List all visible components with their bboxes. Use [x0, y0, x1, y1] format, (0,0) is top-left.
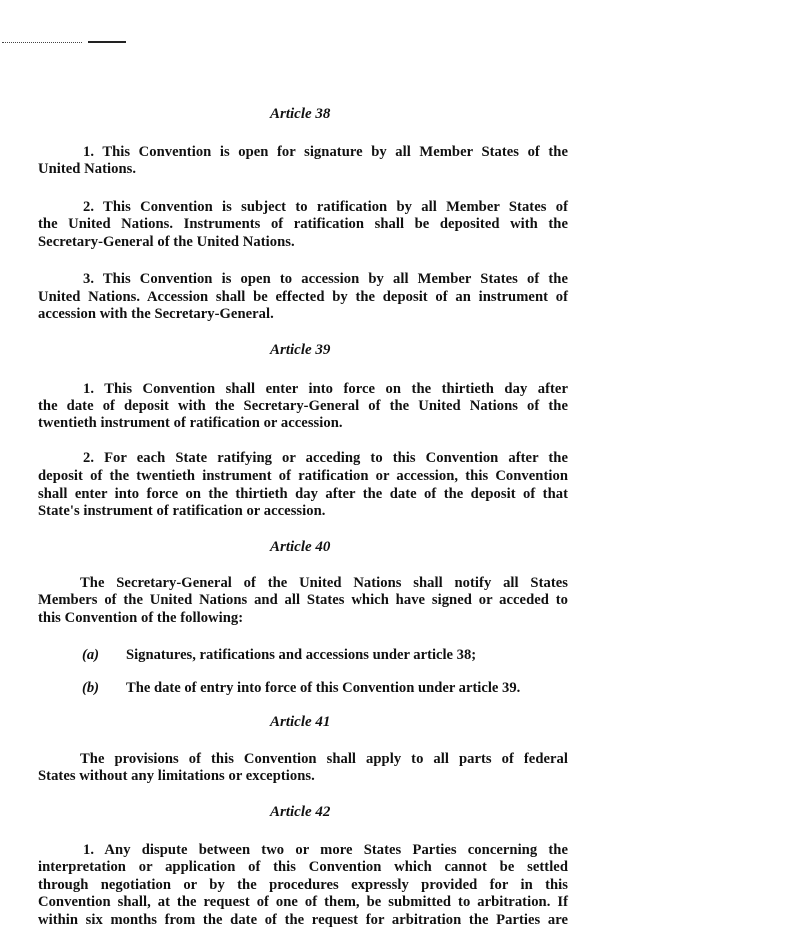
- heading-article-39: Article 39: [270, 342, 331, 358]
- text-line: United Nations. Accession shall be effected by the deposit of an instrument of: [38, 289, 568, 305]
- text-line: State's instrument of ratification or accession.: [38, 503, 326, 519]
- text-line: States without any limitations or exceptions.: [38, 768, 315, 784]
- text-line: interpretation or application of this Convention which cannot be settled: [38, 859, 568, 875]
- scan-artifact-dash: [88, 41, 126, 43]
- text-line: 1. This Convention is open for signature by all Member States of the: [83, 144, 568, 160]
- list-item-text: Signatures, ratifications and accessions under article 38;: [126, 647, 477, 663]
- text-line: United Nations.: [38, 161, 137, 177]
- list-item-text: The date of entry into force of this Convention under article 39.: [126, 680, 521, 696]
- text-line: Members of the United Nations and all States which have signed or acceded to: [38, 592, 568, 608]
- text-line: the United Nations. Instruments of ratification shall be deposited with the: [38, 216, 568, 232]
- text-line: Secretary-General of the United Nations.: [38, 234, 295, 250]
- heading-article-42: Article 42: [270, 804, 331, 820]
- text-line: The Secretary-General of the United Nations shall notify all States: [80, 575, 568, 591]
- text-line: deposit of the twentieth instrument of ratification or accession, this Convention: [38, 468, 568, 484]
- heading-article-41: Article 41: [270, 714, 331, 730]
- heading-article-40: Article 40: [270, 539, 331, 555]
- list-item-label: (b): [82, 680, 100, 696]
- text-line: through negotiation or by the procedures expressly provided for in this: [38, 877, 568, 893]
- heading-article-38: Article 38: [270, 106, 331, 122]
- text-line: 1. This Convention shall enter into force on the thirtieth day after: [83, 381, 568, 397]
- text-line: shall enter into force on the thirtieth day after the date of the deposit of that: [38, 486, 568, 502]
- scan-artifact: [2, 42, 82, 43]
- text-line: 2. This Convention is subject to ratification by all Member States of: [83, 199, 568, 215]
- text-line: within six months from the date of the request for arbitration the Parties are: [38, 912, 568, 928]
- list-item-label: (a): [82, 647, 100, 663]
- text-line: 2. For each State ratifying or acceding to this Convention after the: [83, 450, 568, 466]
- text-line: Convention shall, at the request of one of them, be submitted to arbitration. If: [38, 894, 568, 910]
- text-line: the date of deposit with the Secretary-General of the United Nations of the: [38, 398, 568, 414]
- text-line: accession with the Secretary-General.: [38, 306, 274, 322]
- text-line: 1. Any dispute between two or more States Parties concerning the: [83, 842, 568, 858]
- text-line: this Convention of the following:: [38, 610, 244, 626]
- text-line: twentieth instrument of ratification or accession.: [38, 415, 343, 431]
- text-line: 3. This Convention is open to accession by all Member States of the: [83, 271, 568, 287]
- text-line: The provisions of this Convention shall apply to all parts of federal: [80, 751, 568, 767]
